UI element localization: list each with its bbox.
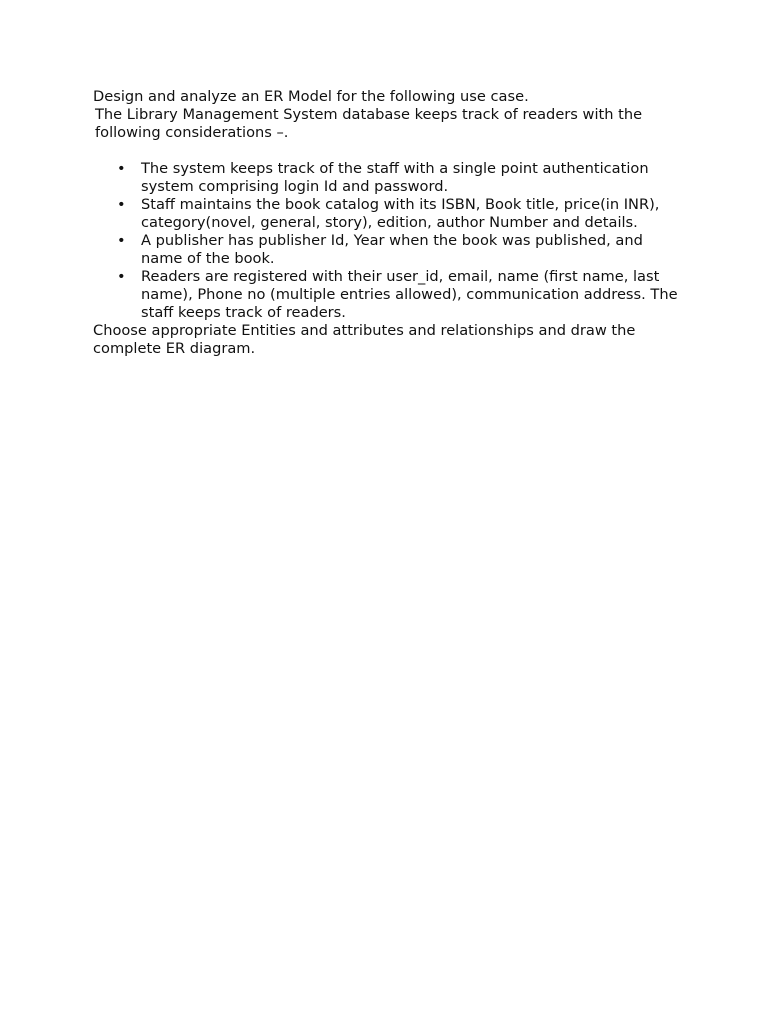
considerations-list <box>93 160 693 322</box>
intro-paragraph: The Library Management System database keeps track of readers with the following considerations –. <box>95 106 643 141</box>
bullet-icon: • <box>117 196 126 213</box>
list-item-text: Staff maintains the book catalog with its ISBN, Book title, price(in INR), category(novel, general, story), edition, author Number and details. <box>141 196 660 231</box>
list-item <box>93 196 681 232</box>
list-item <box>93 160 681 196</box>
list-item <box>93 232 681 268</box>
bullet-icon: • <box>117 160 126 177</box>
list-item-text: A publisher has publisher Id, Year when the book was published, and name of the book. <box>141 232 643 267</box>
closing-paragraph: Choose appropriate Entities and attributes and relationships and draw the complete ER diagram. <box>93 322 636 357</box>
task-heading: Design and analyze an ER Model for the following use case. <box>93 88 529 105</box>
bullet-icon: • <box>117 232 126 249</box>
list-item-text: Readers are registered with their user_id, email, name (first name, last name), Phone no (multiple entries allowed), communication address. The staff keeps track of readers. <box>141 268 678 321</box>
list-item <box>93 268 681 322</box>
paragraph-spacer <box>93 142 693 160</box>
document-body <box>93 88 693 358</box>
list-item-text: The system keeps track of the staff with a single point authentication system comprising login Id and password. <box>141 160 649 195</box>
bullet-icon: • <box>117 268 126 285</box>
